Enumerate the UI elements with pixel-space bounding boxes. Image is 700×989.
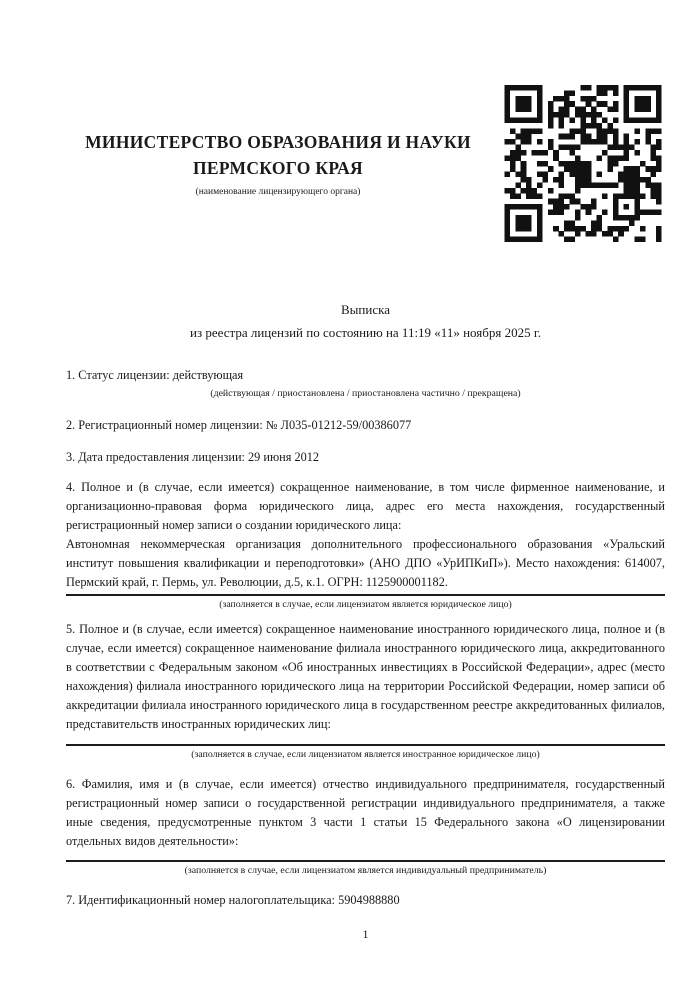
item-legal-entity [66, 478, 665, 611]
document-title-line1: Выписка [341, 302, 390, 317]
item-registration-number [66, 416, 665, 435]
item-individual-entrepreneur-note: (заполняется в случае, если лицензиатом является индивидуальный предприниматель) [184, 865, 547, 876]
item-legal-entity-answer: Автономная некоммерческая организация дополнительного профессионального образования «Уральский институт повышения квалификации и переподготовки» (АНО ДПО «УрИПКиП»). Место нахождения: 614007, Пермский край, г. Пермь, ул. Революции, д.5, к.1. ОГРН: 1125900001182. [66, 537, 665, 589]
item-taxpayer-number [66, 891, 665, 910]
document-title [66, 299, 665, 344]
item-license-status-text: 1. Статус лицензии: действующая [66, 368, 244, 382]
document-title-line2: из реестра лицензий по состоянию на 11:19 «11» ноября 2025 г. [190, 324, 541, 340]
item-legal-entity-question: 4. Полное и (в случае, если имеется) сокращенное наименование, в том числе фирменное наименование, и организационно-правовая форма юридического лица, адрес его места нахождения, государственный регистрационный номер записи о создании юридического лица: [66, 480, 665, 532]
qr-code-icon [503, 85, 663, 242]
ministry-header [64, 129, 492, 198]
item-license-date-text: 3. Дата предоставления лицензии: 29 июня 2012 [66, 450, 320, 464]
item-license-status-note: (действующая / приостановлена / приостановлена частично / прекращена) [210, 388, 521, 399]
item-individual-entrepreneur [66, 775, 665, 877]
item-license-status [66, 366, 665, 400]
item-license-date [66, 448, 665, 467]
page-number: 1 [362, 927, 369, 941]
item-legal-entity-note: (заполняется в случае, если лицензиатом является юридическое лицо) [219, 599, 512, 610]
ministry-name-line1: МИНИСТЕРСТВО ОБРАЗОВАНИЯ И НАУКИ [85, 132, 471, 152]
ministry-caption: (наименование лицензирующего органа) [195, 187, 361, 197]
fill-line [66, 860, 665, 862]
item-foreign-entity-question: 5. Полное и (в случае, если имеется) сокращенное наименование иностранного юридического лица, полное и (в случае, если имеется) сокращенное наименование филиала иностранного юридического лица, аккредитованного в соответствии с Федеральным законом «Об иностранных инвестициях в Российской Федерации», адрес (место нахождения) филиала иностранного юридического лица на территории Российской Федерации, номер записи об аккредитации филиала иностранного юридического лица в государственном реестре аккредитованных филиалов, представительств иностранных юридических лиц: [66, 622, 665, 731]
fill-line [66, 594, 665, 596]
item-individual-entrepreneur-question: 6. Фамилия, имя и (в случае, если имеется) отчество индивидуального предпринимателя, государственный регистрационный номер записи о государственной регистрации индивидуального предпринимателя, а также иные сведения, предусмотренные пунктом 3 части 1 статьи 15 Федерального закона «О лицензировании отдельных видов деятельности»: [66, 777, 665, 848]
item-taxpayer-number-text: 7. Идентификационный номер налогоплательщика: 5904988880 [66, 893, 400, 907]
ministry-name-line2: ПЕРМСКОГО КРАЯ [193, 158, 363, 178]
item-foreign-entity [66, 620, 665, 761]
item-foreign-entity-note: (заполняется в случае, если лицензиатом является иностранное юридическое лицо) [191, 749, 540, 760]
fill-line [66, 744, 665, 746]
item-registration-number-text: 2. Регистрационный номер лицензии: № Л035-01212-59/00386077 [66, 418, 412, 432]
